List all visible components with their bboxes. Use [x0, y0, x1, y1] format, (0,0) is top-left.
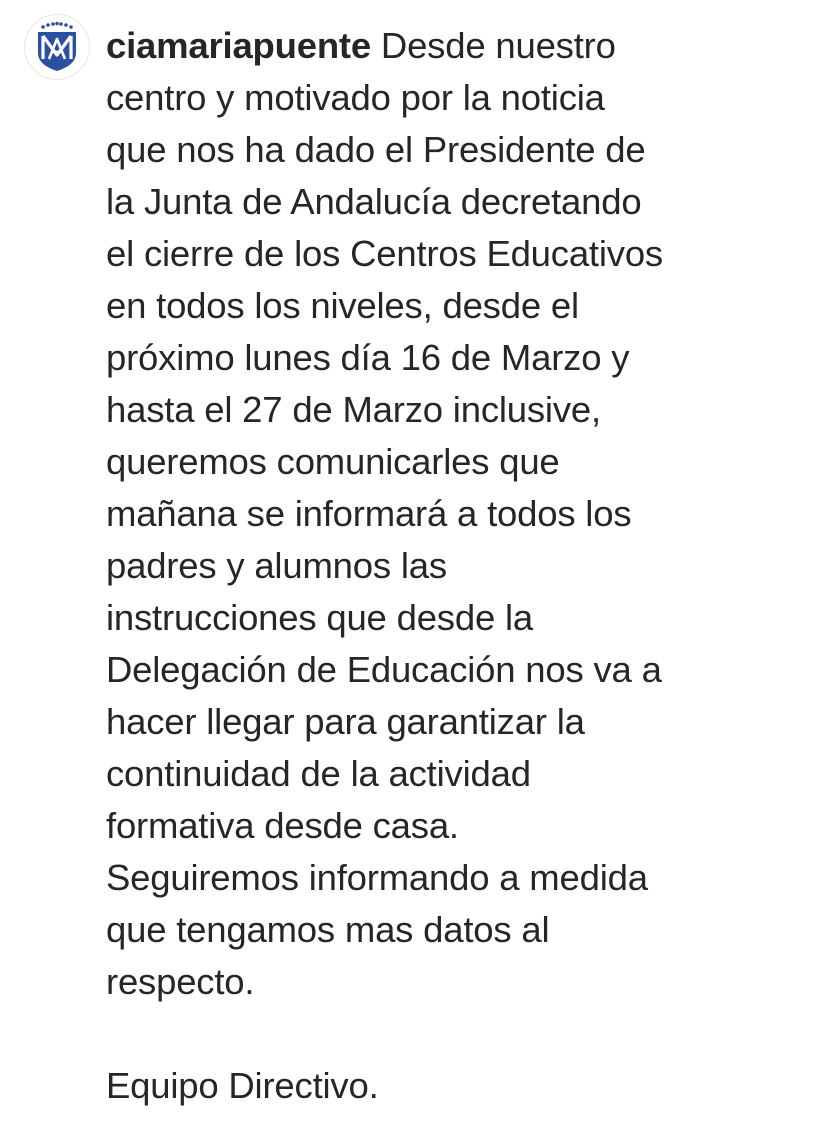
caption-line: padres y alumnos las [106, 545, 447, 586]
caption-line: formativa desde casa. [106, 805, 459, 846]
caption-line: que nos ha dado el Presidente de [106, 129, 646, 170]
caption-line: instrucciones que desde la [106, 597, 533, 638]
caption-line: próximo lunes día 16 de Marzo y [106, 337, 630, 378]
caption-line [106, 20, 806, 72]
profile-avatar[interactable] [24, 14, 90, 80]
caption-line: el cierre de los Centros Educativos [106, 233, 663, 274]
caption-signature: Equipo Directivo. [106, 1065, 379, 1106]
school-logo-icon [25, 15, 89, 79]
caption-line: hasta el 27 de Marzo inclusive, [106, 389, 601, 430]
caption-line: continuidad de la actividad [106, 753, 531, 794]
username-link[interactable]: ciamariapuente [106, 25, 371, 66]
caption-line: en todos los niveles, desde el [106, 285, 579, 326]
caption-spacer [106, 1008, 806, 1060]
caption-text: Desde nuestro [370, 25, 616, 66]
caption-line: Seguiremos informando a medida [106, 857, 648, 898]
caption-line: hacer llegar para garantizar la [106, 701, 585, 742]
caption-line: la Junta de Andalucía decretando [106, 181, 642, 222]
caption-line: centro y motivado por la noticia [106, 77, 605, 118]
caption-line: queremos comunicarles que [106, 441, 560, 482]
caption-line: que tengamos mas datos al [106, 909, 550, 950]
post-caption [106, 20, 806, 1112]
caption-line: Delegación de Educación nos va a [106, 649, 662, 690]
caption-line: mañana se informará a todos los [106, 493, 632, 534]
caption-line: respecto. [106, 961, 255, 1002]
